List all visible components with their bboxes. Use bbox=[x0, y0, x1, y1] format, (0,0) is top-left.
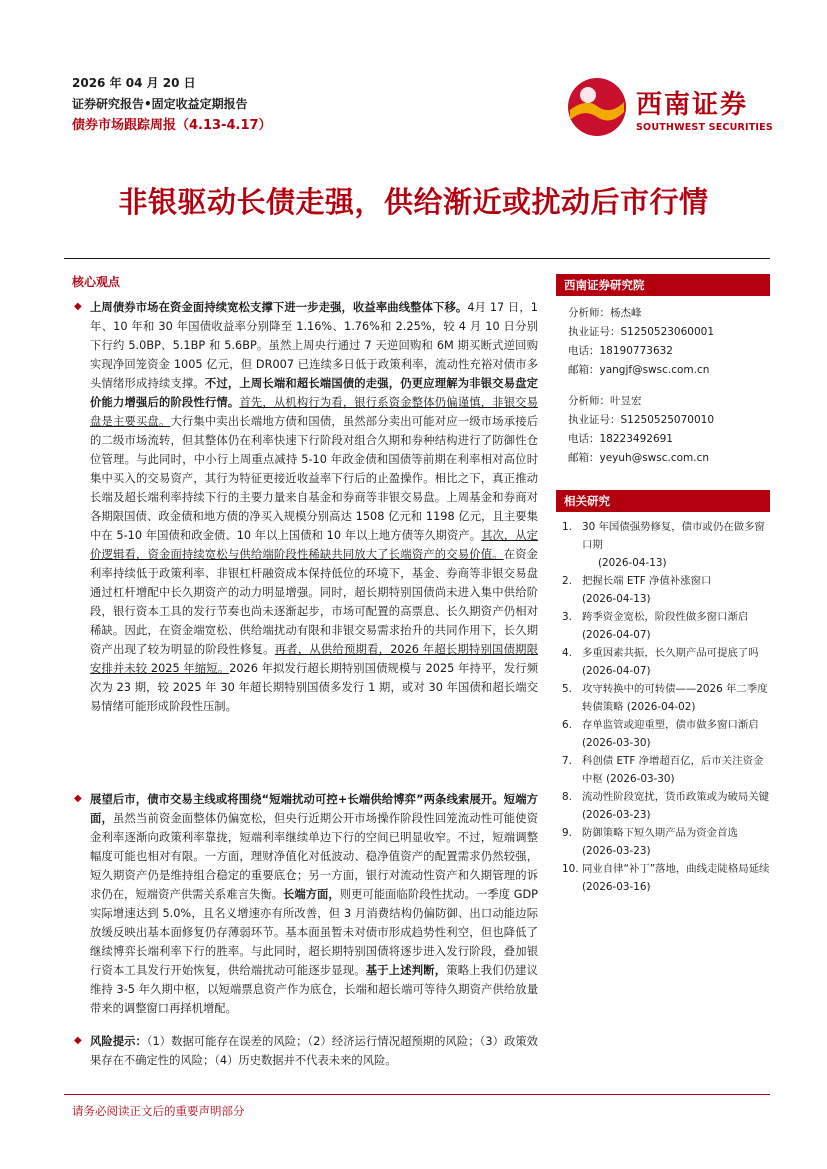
related-item[interactable] bbox=[562, 716, 770, 752]
item-number: 7. bbox=[562, 755, 572, 767]
item-date: (2026-04-13) bbox=[598, 557, 667, 569]
item-title: 把握长端 ETF 净值补涨窗口 bbox=[582, 575, 712, 587]
logo-emblem-icon bbox=[566, 76, 628, 138]
item-title: 流动性阶段宽扰，货币政策或为破局关键 bbox=[582, 791, 770, 803]
related-item[interactable] bbox=[562, 752, 770, 788]
logo-text-en: SOUTHWEST SECURITIES bbox=[636, 122, 773, 133]
item-number: 4. bbox=[562, 647, 572, 659]
top-divider bbox=[64, 258, 770, 259]
institute-bar: 西南证券研究院 bbox=[556, 274, 770, 296]
item-date: (2026-03-30) bbox=[606, 773, 675, 785]
footer-disclaimer[interactable]: 请务必阅读正文后的重要声明部分 bbox=[72, 1104, 245, 1118]
bottom-divider bbox=[64, 1094, 770, 1095]
item-number: 6. bbox=[562, 719, 572, 731]
analyst-phone: 电话：18223492691 bbox=[568, 433, 673, 445]
section-heading: 核心观点 bbox=[72, 275, 121, 289]
report-subtitle: 债券市场跟踪周报（4.13-4.17） bbox=[72, 118, 272, 133]
diamond-bullet-icon: ◆ bbox=[74, 301, 82, 312]
analyst-name: 分析师：杨杰峰 bbox=[568, 307, 642, 319]
item-number: 3. bbox=[562, 611, 572, 623]
analyst-license: 执业证号：S1250523060001 bbox=[568, 326, 715, 338]
item-date: (2026-03-23) bbox=[582, 845, 651, 857]
text-run: 首先，从机构行为看，银行系资金整体仍偏谨慎，非银交易盘是主要买盘。 bbox=[90, 396, 538, 428]
core-viewpoints bbox=[72, 272, 538, 1070]
item-number: 8. bbox=[562, 791, 572, 803]
text-run: 展望后市，债市交易主线或将围绕“短端扰动可控+长端供给博弈”两条线索展开。 bbox=[90, 793, 504, 806]
related-item[interactable] bbox=[562, 572, 770, 608]
text-run: 虽然当前资金面整体仍偏宽松，但央行近期公开市场操作阶段性回笼流动性可能使资金利率逐渐向政策利率靠拢，短端利率继续单边下行的空间已明显收窄。不过，短端调整幅度可能也相对有限。一方面，理财净值化对低波动、稳净值资产的配置需求仍然较强，短久期资产仍是维持组合稳定的重要底仓；另一方面，银行对流动性资产和久期管理的诉求仍在，短端资产供需关系难言失衡。 bbox=[90, 812, 538, 901]
analyst-email[interactable]: 邮箱：yeyuh@swsc.com.cn bbox=[568, 452, 710, 464]
related-item[interactable] bbox=[562, 860, 770, 896]
related-item[interactable] bbox=[562, 518, 770, 572]
analyst-email[interactable]: 邮箱：yangjf@swsc.com.cn bbox=[568, 364, 710, 376]
text-run: 在资金利率持续低于政策利率、非银杠杆融资成本保持低位的环境下，基金、券商等非银交易盘通过杠杆增配中长久期资产的动力明显增强。同时，超长期特别国债尚未进入集中供给阶段，银行资本工具的发行节奏也尚未逐渐起步，市场可配置的高票息、长久期资产仍相对稀缺。因此，在资金端宽松、供给端扰动有限和非银交易需求抬升的共同作用下，长久期资产出现了较为明显的阶段性修复。 bbox=[90, 548, 538, 656]
text-run: 上周债券市场在资金面持续宽松支撑下进一步走强，收益率曲线整体下移。 bbox=[90, 301, 468, 314]
item-number: 2. bbox=[562, 575, 572, 587]
item-date: (2026-04-02) bbox=[626, 701, 696, 713]
analyst-block bbox=[556, 296, 770, 468]
analyst-name: 分析师：叶昱宏 bbox=[568, 395, 642, 407]
risk-warning bbox=[72, 1032, 538, 1070]
item-date: (2026-03-30) bbox=[582, 737, 651, 749]
text-run: 再者，从供给预期看，2026 年超长期特别国债期限安排并未较 2025 年缩短。 bbox=[90, 643, 538, 675]
analyst-phone: 电话：18190773632 bbox=[568, 345, 673, 357]
related-research-list bbox=[556, 512, 770, 896]
item-date: (2026-04-07) bbox=[582, 665, 651, 677]
text-run: 策略上我们仍建议维持 3-5 年久期中枢，以短端票息资产作为底仓，长端和超长端可等待久期资产供给放量带来的调整窗口再择机增配。 bbox=[90, 964, 538, 1015]
report-header bbox=[72, 74, 492, 136]
related-item[interactable] bbox=[562, 824, 770, 860]
logo-text-cn: 西南证券 bbox=[636, 90, 749, 120]
text-run: 其次，从定价逻辑看，资金面持续宽松与供给端阶段性稀缺共同放大了长端资产的交易价值。 bbox=[90, 529, 538, 561]
item-title: 30 年国债强势修复，债市或仍在做多窗口期 bbox=[582, 521, 765, 551]
item-number: 1. bbox=[562, 521, 572, 533]
company-logo bbox=[566, 76, 773, 138]
text-run: 短端方面， bbox=[90, 793, 538, 825]
report-type: 证券研究报告•固定收益定期报告 bbox=[72, 97, 248, 111]
item-date: (2026-03-16) bbox=[582, 881, 651, 893]
viewpoint-paragraph-1 bbox=[72, 298, 538, 782]
report-title: 非银驱动长债走强，供给渐近或扰动后市行情 bbox=[118, 185, 709, 219]
related-research-bar: 相关研究 bbox=[556, 490, 770, 512]
sidebar bbox=[556, 274, 770, 896]
text-run: 则更可能面临阶段性扰动。一季度 GDP 实际增速达到 5.0%，且名义增速亦有所改善，但 3 月消费结构仍偏防御、出口动能边际放缓反映出基本面修复仍存薄弱环节。基本面虽暂未对债市形成趋势性利空，但也降低了继续博弈长端利率下行的胜率。与此同时，超长期特别国债将逐步进入发行阶段，叠加银行资本工具发行开始恢复，供给端扰动可能逐步显现。 bbox=[90, 888, 538, 977]
viewpoint-paragraph-2 bbox=[72, 790, 538, 1028]
item-date: (2026-04-07) bbox=[582, 629, 651, 641]
diamond-bullet-icon: ◆ bbox=[74, 1035, 82, 1046]
item-title: 防御策略下短久期产品为资金首选 bbox=[582, 827, 738, 839]
item-title: 存单监管或迎重塑，债市做多窗口渐启 bbox=[582, 719, 759, 731]
item-number: 10. bbox=[562, 863, 579, 875]
item-title: 同业自律“补丁”落地，曲线走陡格局延续 bbox=[582, 863, 770, 875]
item-date: (2026-04-13) bbox=[582, 593, 651, 605]
text-run: 不过，上周长端和超长端国债的走强，仍更应理解为非银交易盘定价能力增强后的阶段性行情。 bbox=[90, 377, 538, 409]
text-run: 基于上述判断， bbox=[365, 964, 447, 977]
related-item[interactable] bbox=[562, 644, 770, 680]
text-run: 大行集中卖出长端地方债和国债，虽然部分卖出可能对应一级市场承接后的二级市场流转，但其整体仍在利率快速下行阶段对组合久期和券种结构进行了防御性仓位管理。与此同时，中小行上周重点减持 5-10 年政金债和国债等前期在利率相对高位时集中买入的交易资产，其行为特征更接近收益率下行后的止盈操作。相比之下，真正推动长端及超长端利率持续下行的主要力量来自基金和券商等非银交易盘。上周基金和券商对各期限国债、政金债和地方债的净买入规模分别高达 1508 亿元和 1198 亿元，且主要集中在 5-10 年国债和政金债、10 年以上国债和 10 年以上地方债等久期资产。 bbox=[90, 415, 538, 542]
item-title: 跨季资金宽松，阶段性做多窗口渐启 bbox=[582, 611, 749, 623]
item-number: 9. bbox=[562, 827, 572, 839]
diamond-bullet-icon: ◆ bbox=[74, 793, 82, 804]
related-item[interactable] bbox=[562, 788, 770, 824]
related-item[interactable] bbox=[562, 608, 770, 644]
item-number: 5. bbox=[562, 683, 572, 695]
text-run: 风险提示： bbox=[90, 1035, 147, 1048]
text-run: 2026 年拟发行超长期特别国债规模与 2025 年持平，发行频次为 23 期，较 2025 年 30 年超长期特别国债多发行 1 期，或对 30 年国债和超长端交易情绪可能形成阶段性压制。 bbox=[90, 662, 538, 713]
text-run: 长端方面， bbox=[283, 888, 340, 901]
related-item[interactable] bbox=[562, 680, 770, 716]
item-title: 多重因素共振，长久期产品可提底了吗 bbox=[582, 647, 759, 659]
text-run: 4月 17 日，1 年、10 年和 30 年国债收益率分别降至 1.16%、1.76%和 2.25%，较 4 月 10 日分别下行约 5.0BP、5.1BP 和 5.6BP。虽然上周央行通过 7 天逆回购和 6M 期买断式逆回购实现净回笼资金 1005 亿元，但 DR007 已连续多日低于政策利率，流动性充裕对债市多头情绪形成持续支撑。 bbox=[90, 301, 538, 390]
text-run: （1）数据可能存在误差的风险；（2）经济运行情况超预期的风险；（3）政策效果存在不确定性的风险；（4）历史数据并不代表未来的风险。 bbox=[90, 1035, 538, 1067]
report-date: 2026 年 04 月 20 日 bbox=[72, 76, 196, 90]
item-date: (2026-03-23) bbox=[582, 809, 651, 821]
item-title: 科创债 ETF 净增超百亿，后市关注资金中枢 bbox=[582, 755, 764, 785]
item-title: 攻守转换中的可转债——2026 年二季度转债策略 bbox=[582, 683, 768, 713]
analyst-license: 执业证号：S1250525070010 bbox=[568, 414, 715, 426]
